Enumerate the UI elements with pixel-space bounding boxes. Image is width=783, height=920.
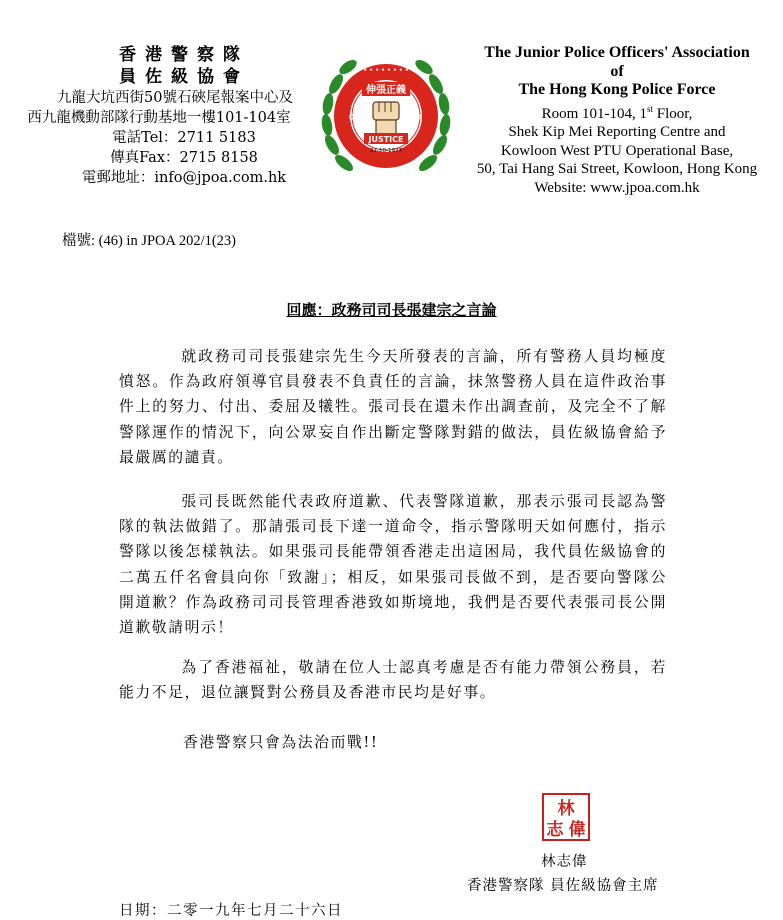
fax: 傳真Fax：2715 8158 bbox=[110, 150, 258, 166]
paragraph-1: 就政務司司長張建宗先生今天所發表的言論，所有警務人員均極度憤怒。作為政府領導官員發表不負責任的言論，抹煞警務人員在這件政治事件上的努力、付出、委屈及犧牲。張司長在還未作出調查前，及完全不了解警隊運作的情況下，向公眾妄自作出斷定警隊對錯的做法，員佐級協會給予最嚴厲的譴責。 bbox=[119, 348, 667, 466]
svg-text:林: 林 bbox=[557, 799, 575, 819]
svg-text:志: 志 bbox=[546, 820, 564, 840]
org-name-line1: 香港警察隊 bbox=[119, 45, 249, 65]
letter-date: 日期：二零一九年七月二十六日 bbox=[119, 903, 343, 919]
address-en-line7: 50, Tai Hang Sai Street, Kowloon, Hong Kong bbox=[476, 161, 758, 177]
seal-stamp-icon bbox=[542, 793, 590, 841]
header-english bbox=[458, 44, 776, 197]
svg-text:✡: ✡ bbox=[348, 113, 356, 123]
svg-text:伸張正義: 伸張正義 bbox=[366, 85, 406, 96]
paragraph-3: 為了香港福祉，敬請在位人士認真考慮是否有能力帶領公務員，若能力不足，退位讓賢對公務員及香港市民均是好事。 bbox=[119, 659, 667, 702]
paragraph-2: 張司長既然能代表政府道歉、代表警隊道歉，那表示張司長認為警隊的執法做錯了。那請張司長下達一道命令，指示警隊明天如何應付，指示警隊以後怎樣執法。如果張司長能帶領香港走出這困局，我代員佐級協會的二萬五仟名會員向你「致謝」；相反，如果張司長做不到，是否要向警隊公開道歉？作為政務司司長管理香港致如斯境地，我們是否要代表張司長公開道歉敬請明示！ bbox=[119, 493, 667, 637]
jpoa-emblem-icon bbox=[318, 50, 454, 188]
org-name-en-line2: of bbox=[610, 62, 624, 80]
address-en-line6: Kowloon West PTU Operational Base, bbox=[500, 142, 734, 159]
fist-graphic bbox=[373, 102, 399, 134]
org-name-en-line3: The Hong Kong Police Force bbox=[518, 81, 716, 98]
svg-text:✡: ✡ bbox=[415, 113, 423, 123]
address-line2: 西九龍機動部隊行動基地一樓101-104室 bbox=[27, 110, 291, 126]
svg-text:• • • • • • • • • •: • • • • • • • • • • bbox=[357, 67, 415, 74]
address-en-room: Room 101-104, 1st Floor, bbox=[541, 103, 693, 122]
signatory-name: 林志偉 bbox=[541, 854, 588, 870]
org-name-en-line1: The Junior Police Officers' Association bbox=[484, 44, 750, 61]
svg-text:偉: 偉 bbox=[568, 820, 586, 840]
address-en-line5: Shek Kip Mei Reporting Centre and bbox=[508, 124, 726, 140]
signatory-title: 香港警察隊 員佐級協會主席 bbox=[467, 878, 659, 894]
address-line1: 九龍大坑西街50號石硤尾報案中心及 bbox=[57, 90, 293, 106]
letter-title: 回應：政務司司長張建宗之言論 bbox=[286, 301, 497, 319]
svg-text:JUSTICE: JUSTICE bbox=[368, 135, 404, 144]
header-chinese bbox=[0, 44, 318, 188]
slogan: 香港警察只會為法治而戰!! bbox=[183, 734, 379, 751]
email: 電郵地址：info@jpoa.com.hk bbox=[81, 170, 287, 186]
reference-number: 檔號: (46) in JPOA 202/1(23) bbox=[62, 233, 236, 249]
website: Website: www.jpoa.com.hk bbox=[534, 179, 700, 196]
telephone: 電話Tel：2711 5183 bbox=[112, 130, 256, 146]
svg-text:27-10-1977: 27-10-1977 bbox=[370, 148, 402, 154]
org-name-line2: 員佐級協會 bbox=[119, 67, 249, 87]
